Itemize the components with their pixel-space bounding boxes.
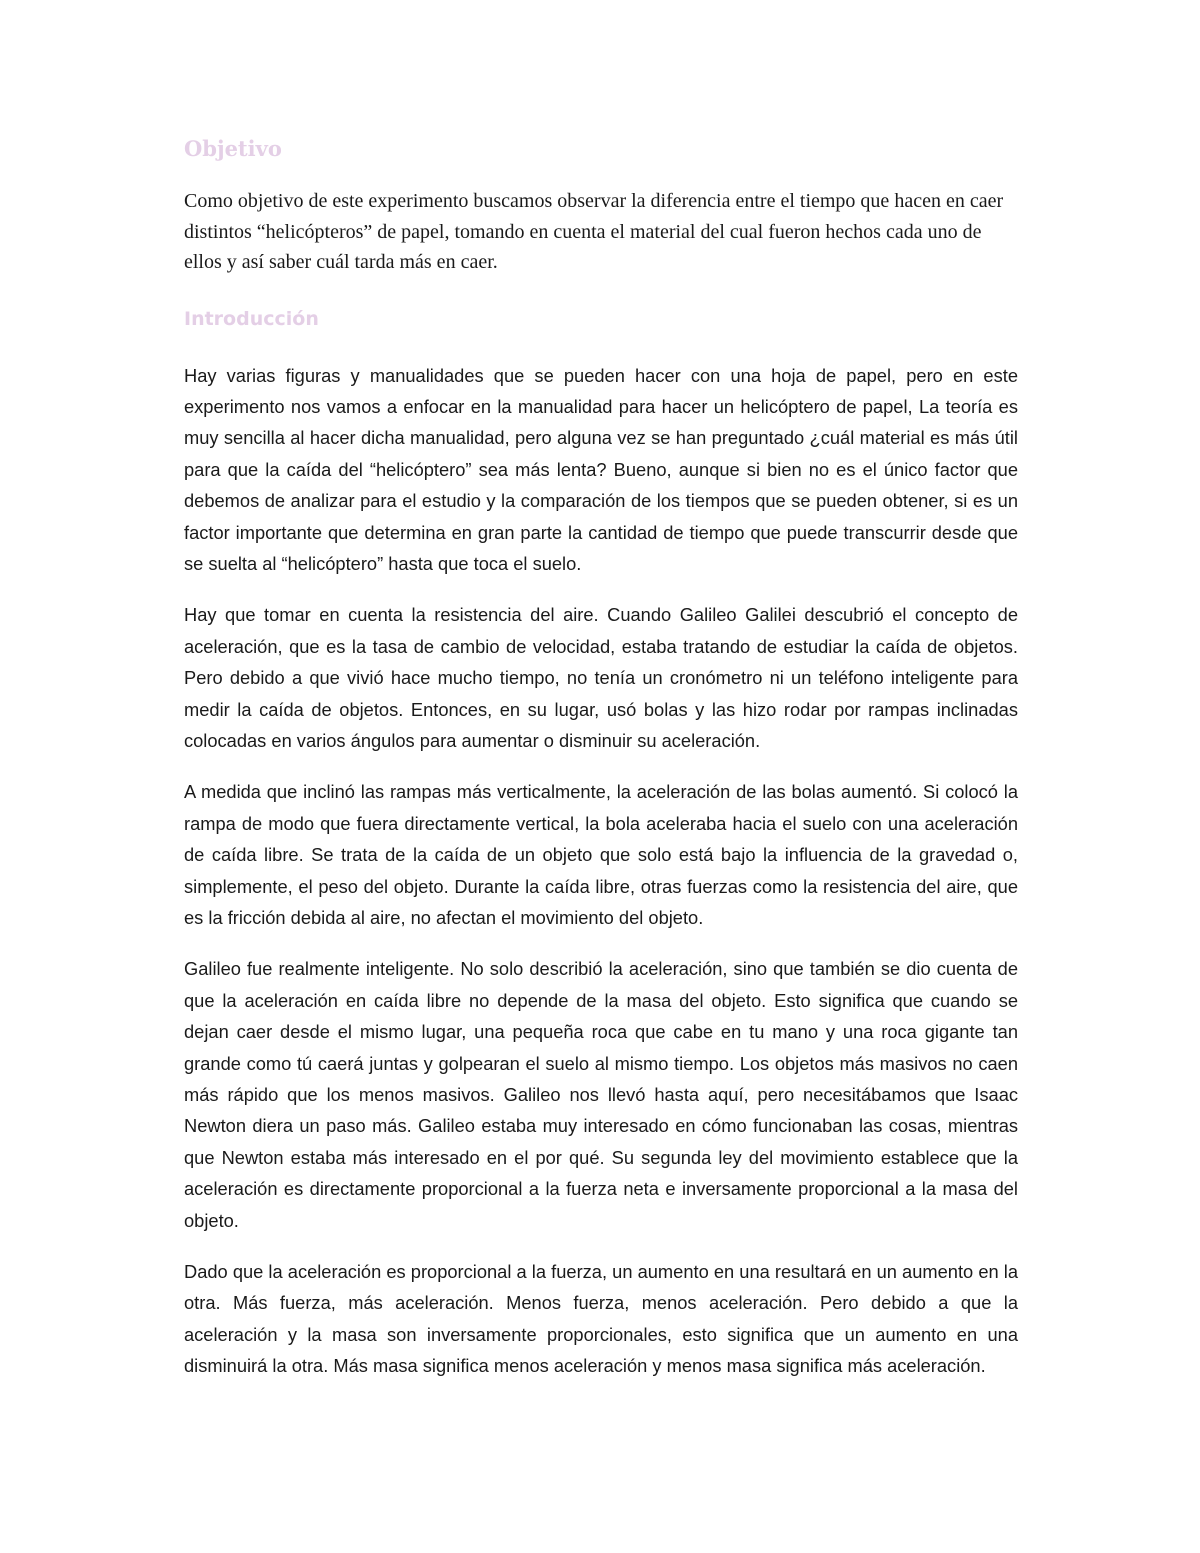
objetivo-paragraph: Como objetivo de este experimento buscamos observar la diferencia entre el tiempo que hacen en caer distintos “helicópteros” de papel, tomando en cuenta el material del cual fueron hechos cada uno de ellos y así saber cuál tarda más en caer.	[184, 190, 1004, 273]
introduccion-paragraph-3: A medida que inclinó las rampas más verticalmente, la aceleración de las bolas aumentó. Si colocó la rampa de modo que fuera directamente vertical, la bola aceleraba hacia el suelo con una aceleración de caída libre. Se trata de la caída de un objeto que solo está bajo la influencia de la gravedad o, simplemente, el peso del objeto. Durante la caída libre, otras fuerzas como la resistencia del aire, que es la fricción debida al aire, no afectan el movimiento del objeto.	[184, 781, 1018, 928]
section-heading-introduccion: Introducción	[184, 307, 319, 330]
section-heading-objetivo: Objetivo	[184, 136, 282, 161]
document-content	[184, 132, 1018, 1402]
introduccion-paragraph-2: Hay que tomar en cuenta la resistencia del aire. Cuando Galileo Galilei descubrió el concepto de aceleración, que es la tasa de cambio de velocidad, estaba tratando de estudiar la caída de objetos. Pero debido a que vivió hace mucho tiempo, no tenía un cronómetro ni un teléfono inteligente para medir la caída de objetos. Entonces, en su lugar, usó bolas y las hizo rodar por rampas inclinadas colocadas en varios ángulos para aumentar o disminuir su aceleración.	[184, 604, 1018, 751]
introduccion-paragraph-4: Galileo fue realmente inteligente. No solo describió la aceleración, sino que también se dio cuenta de que la aceleración en caída libre no depende de la masa del objeto. Esto significa que cuando se dejan caer desde el mismo lugar, una pequeña roca que cabe en tu mano y una roca gigante tan grande como tú caerá juntas y golpearan el suelo al mismo tiempo. Los objetos más masivos no caen más rápido que los menos masivos. Galileo nos llevó hasta aquí, pero necesitábamos que Isaac Newton diera un paso más. Galileo estaba muy interesado en cómo funcionaban las cosas, mientras que Newton estaba más interesado en el por qué. Su segunda ley del movimiento establece que la aceleración es directamente proporcional a la fuerza neta e inversamente proporcional a la masa del objeto.	[184, 958, 1018, 1231]
introduccion-paragraph-5: Dado que la aceleración es proporcional a la fuerza, un aumento en una resultará en un aumento en la otra. Más fuerza, más aceleración. Menos fuerza, menos aceleración. Pero debido a que la aceleración y la masa son inversamente proporcionales, esto significa que un aumento en una disminuirá la otra. Más masa significa menos aceleración y menos masa significa más aceleración.	[184, 1261, 1018, 1377]
introduccion-paragraph-1: Hay varias figuras y manualidades que se pueden hacer con una hoja de papel, pero en este experimento nos vamos a enfocar en la manualidad para hacer un helicóptero de papel, La teoría es muy sencilla al hacer dicha manualidad, pero alguna vez se han preguntado ¿cuál material es más útil para que la caída del “helicóptero” sea más lenta? Bueno, aunque si bien no es el único factor que debemos de analizar para el estudio y la comparación de los tiempos que se pueden obtener, si es un factor importante que determina en gran parte la cantidad de tiempo que puede transcurrir desde que se suelta al “helicóptero” hasta que toca el suelo.	[184, 364, 1018, 574]
